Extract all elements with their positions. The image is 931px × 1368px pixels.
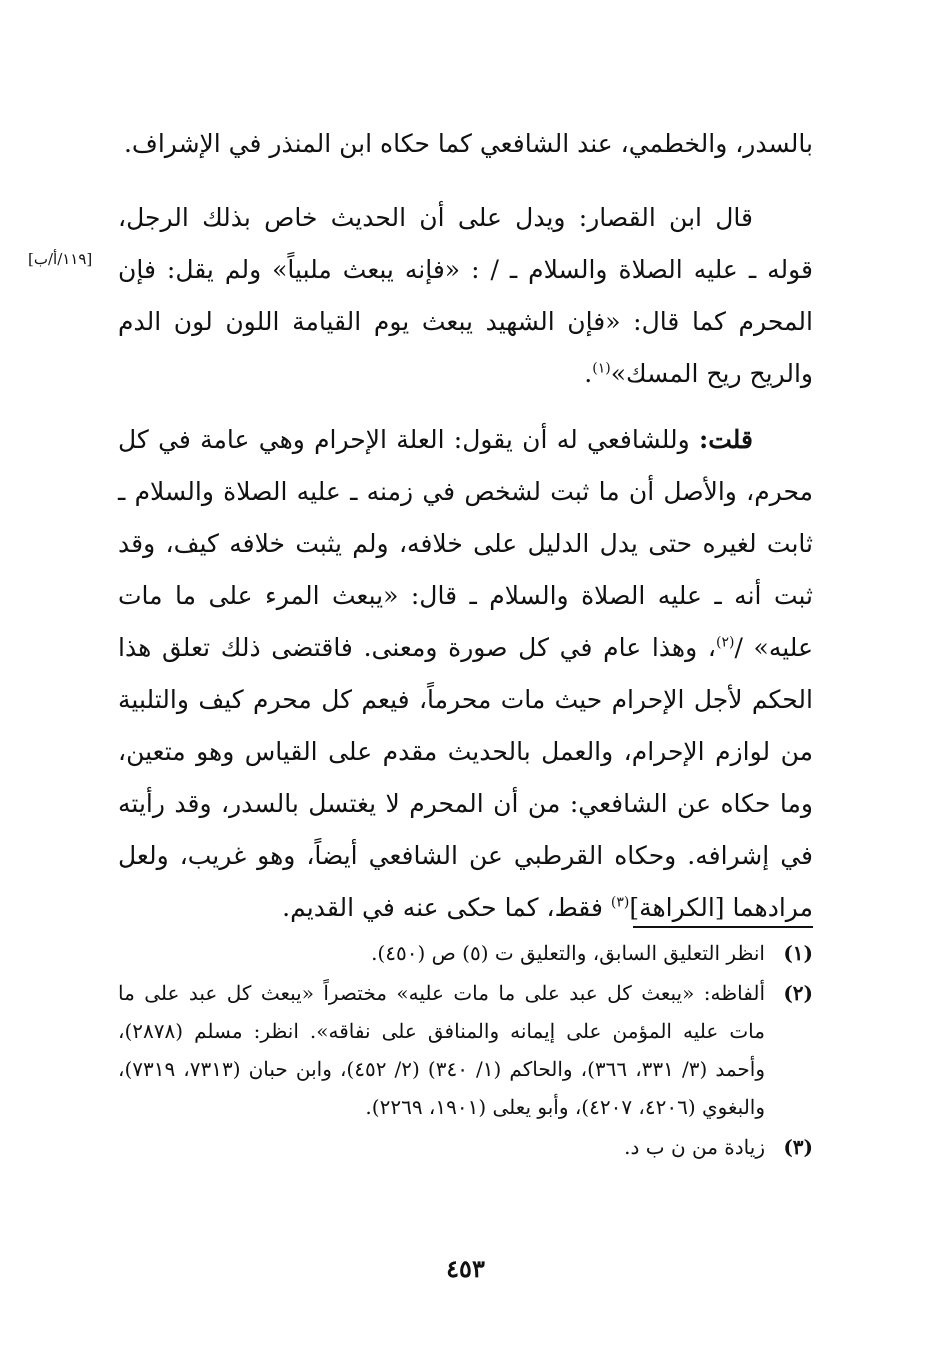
footnote-1 (118, 934, 813, 972)
footnote-number: (٣) (783, 1135, 813, 1159)
footnote-text: زيادة من ن ب د. (624, 1135, 765, 1159)
paragraph-2-text: قال ابن القصار: ويدل على أن الحديث خاص بذلك الرجل، قوله ـ عليه الصلاة والسلام ـ / : «فإنه يبعث ملبياً» ولم يقل: فإن المحرم كما قال: «فإن الشهيد يبعث يوم القيامة اللون لون الدم والريح ريح المسك» (118, 203, 813, 388)
footnote-ref-2: (٢) (715, 634, 735, 651)
footnote-number: (٢) (783, 981, 813, 1005)
paragraph-3-text-b: ، وهذا عام في كل صورة ومعنى. فاقتضى ذلك تعلق هذا الحكم لأجل الإحرام حيث مات محرماً، فيعم كل محرم كيف والتلبية من لوازم الإحرام، والعمل بالحديث مقدم على القياس وهو متعين، وما حكاه عن الشافعي: من أن المحرم لا يغتسل بالسدر، وقد رأيته في إشرافه. وحكاه القرطبي عن الشافعي أيضاً، وهو غريب، ولعل مرادهما [الكراهة] (118, 633, 813, 922)
footnote-separator (633, 926, 813, 928)
footnote-number: (١) (783, 941, 813, 965)
paragraph-3 (118, 414, 813, 934)
footnote-text: ألفاظه: «يبعث كل عبد على ما مات عليه» مختصراً «يبعث كل عبد على ما مات عليه المؤمن على إيمانه والمنافق على نفاقه». انظر: مسلم (٢٨٧٨)، وأحمد (٣/ ٣٣١، ٣٦٦)، والحاكم (١/ ٣٤٠) (٢/ ٤٥٢)، وابن حبان (٧٣١٣، ٧٣١٩)، والبغوي (٤٢٠٦، ٤٢٠٧)، وأبو يعلى (١٩٠١، ٢٢٦٩). (118, 981, 765, 1119)
footnote-ref-3: (٣) (610, 894, 630, 911)
paragraph-3-lead: قلت: (698, 425, 753, 454)
page-number: ٤٥٣ (446, 1254, 485, 1283)
paragraph-3-text-c: فقط، كما حكى عنه في القديم. (282, 893, 611, 922)
paragraph-2 (118, 192, 813, 400)
footnotes (118, 934, 813, 1168)
paragraph-2-end: . (584, 359, 593, 388)
margin-manuscript-ref: [١١٩/أ/ب] (28, 250, 93, 268)
footnote-3 (118, 1128, 813, 1166)
main-text (118, 118, 813, 934)
paragraph-1: بالسدر، والخطمي، عند الشافعي كما حكاه ابن المنذر في الإشراف. (123, 129, 813, 158)
footnote-text: انظر التعليق السابق، والتعليق ت (٥) ص (٤٥٠). (371, 941, 765, 965)
footnote-ref-1: (١) (592, 360, 611, 377)
footnote-2 (118, 974, 813, 1126)
paragraph-3-text-a: وللشافعي له أن يقول: العلة الإحرام وهي عامة في كل محرم، والأصل أن ما ثبت لشخص في زمنه ـ عليه الصلاة والسلام ـ ثابت لغيره حتى يدل الدليل على خلافه، ولم يثبت خلافه كيف، وقد ثبت أنه ـ عليه الصلاة والسلام ـ قال: «يبعث المرء على ما مات عليه» / (118, 425, 813, 662)
